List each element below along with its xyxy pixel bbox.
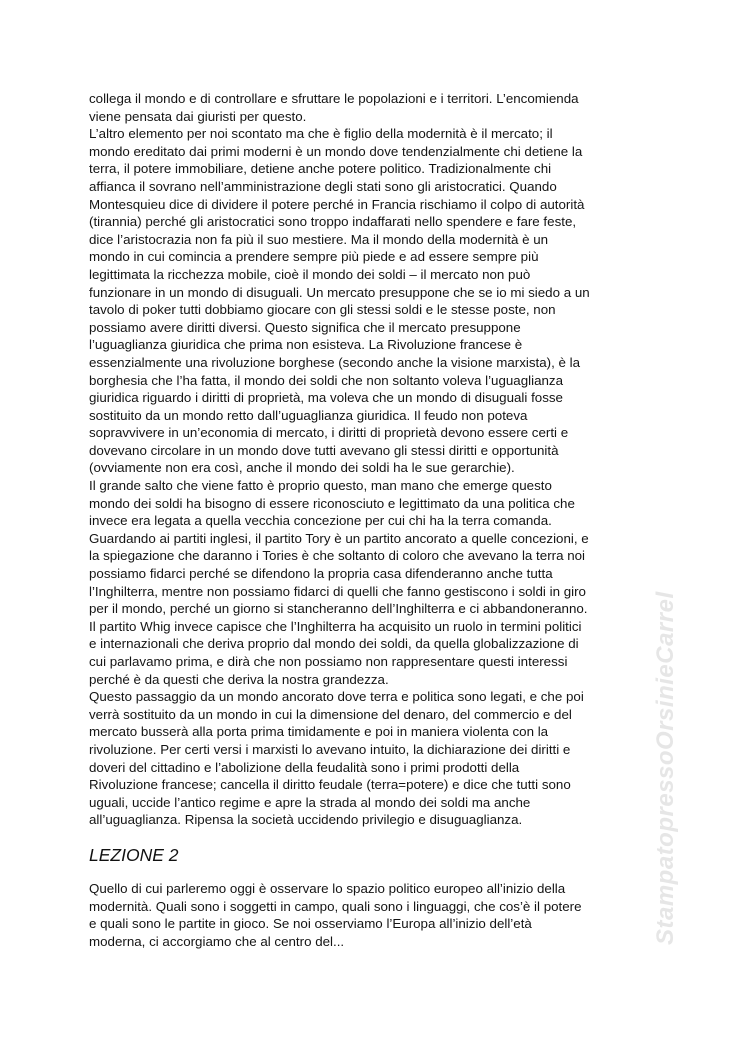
text-line: borghesia che l’ha fatta, il mondo dei soldi che non soltanto voleva l’uguaglianza xyxy=(89,372,564,388)
text-line: cui parlavamo prima, e dirà che non possiamo non rappresentare questi interessi xyxy=(89,654,568,669)
text-line: Quello di cui parleremo oggi è osservare lo spazio politico europeo all’inizio della xyxy=(89,881,566,896)
text-line: terra, il potere immobiliare, detiene anche potere politico. Tradizionalmente chi xyxy=(89,161,552,177)
text-line: legittimata la ricchezza mobile, cioè il mondo dei soldi – il mercato non può xyxy=(89,266,531,282)
text-line: essenzialmente una rivoluzione borghese (secondo anche la visione marxista), è la xyxy=(89,354,581,370)
text-line: invece era legata a quella vecchia concezione per cui chi ha la terra comanda. xyxy=(89,513,552,529)
text-line: affianca il sovrano nell’amministrazione degli stati sono gli aristocratici. Quando xyxy=(89,178,557,194)
text-line: mercato busserà alla porta prima timidamente e poi in maniera violenta con la xyxy=(89,724,549,740)
text-line: l’uguaglianza giuridica che prima non esisteva. La Rivoluzione francese è xyxy=(89,337,523,353)
text-line: uguali, uccide l’antico regime e apre la strada al mondo dei soldi ma anche xyxy=(89,794,531,810)
section-2-text xyxy=(89,880,661,950)
text-line: l’Inghilterra, mentre non possiamo fidarci di quelli che fanno gestiscono i soldi in giro xyxy=(89,583,586,599)
text-line: all’uguaglianza. Ripensa la società uccidendo privilegio e disuguaglianza. xyxy=(89,812,523,828)
print-watermark: StampatopressoOrsinieCarrel xyxy=(652,591,679,945)
text-line: mondo in cui comincia a prendere sempre più piede e ad essere sempre più xyxy=(89,249,539,265)
text-line: modernità. Quali sono i soggetti in campo, quali sono i linguaggi, che cos’è il potere xyxy=(89,898,582,914)
text-line: doveri del cittadino e l’abolizione della feudalità sono i primi prodotti della xyxy=(89,759,520,775)
text-line: L’altro elemento per noi scontato ma che è figlio della modernità è il mercato; il xyxy=(89,126,553,142)
text-line: mondo dei soldi ha bisogno di essere riconosciuto e legittimato da una politica che xyxy=(89,495,575,511)
text-line: per il mondo, perché un giorno si stancheranno dell’Inghilterra e ci abbandoneranno. xyxy=(89,601,588,617)
text-line: giuridica riguardo i diritti di proprietà, ma voleva che un mondo di disuguali fosse xyxy=(89,390,563,406)
text-line: Questo passaggio da un mondo ancorato dove terra e politica sono legati, e che poi xyxy=(89,689,584,705)
text-line: Il partito Whig invece capisce che l’Inghilterra ha acquisito un ruolo in termini politici xyxy=(89,618,582,634)
text-line: sostituito da un mondo retto dall’uguaglianza giuridica. Il feudo non poteva xyxy=(89,407,528,423)
text-line: verrà sostituito da un mondo in cui la dimensione del denaro, del commercio e del xyxy=(89,706,572,722)
text-line: e quali sono le partite in gioco. Se noi osserviamo l’Europa all’inizio dell’età xyxy=(89,916,532,932)
text-line: Montesquieu dice di dividere il potere perché in Francia rischiamo il colpo di autorità xyxy=(89,196,585,212)
text-line: tavolo di poker tutti dobbiamo giocare con gli stessi soldi e le stesse poste, non xyxy=(89,302,556,318)
text-line: viene pensata dai giuristi per questo. xyxy=(89,108,307,124)
text-line: la spiegazione che daranno i Tories è che soltanto di coloro che avevano la terra noi xyxy=(89,548,586,564)
text-line: mondo ereditato dai primi moderni è un mondo dove tendenzialmente chi detiene la xyxy=(89,143,583,159)
text-line: possiamo avere diritti diversi. Questo significa che il mercato presuppone xyxy=(89,319,521,335)
text-line: Rivoluzione francese; cancella il diritto feudale (terra=potere) e dice che tutti sono xyxy=(89,777,571,793)
text-line: dovevano circolare in un mondo dove tutti avevano gli stessi diritti e opportunità xyxy=(89,442,559,458)
text-line: collega il mondo e di controllare e sfruttare le popolazioni e i territori. L’encomienda xyxy=(89,91,579,106)
text-line: Il grande salto che viene fatto è proprio questo, man mano che emerge questo xyxy=(89,478,552,494)
text-line: dice l’aristocrazia non fa più il suo mestiere. Ma il mondo della modernità è un xyxy=(89,231,549,247)
text-line: (ovviamente non era così, anche il mondo dei soldi ha le sue gerarchie). xyxy=(89,460,515,476)
text-line: Guardando ai partiti inglesi, il partito Tory è un partito ancorato a quelle concezioni, e xyxy=(89,530,589,546)
text-line: perché è da questi che deriva la nostra grandezza. xyxy=(89,671,389,687)
body-text xyxy=(89,90,661,829)
text-line: funzionare in un mondo di disuguali. Un mercato presuppone che se io mi siedo a un xyxy=(89,284,590,300)
text-line: rivoluzione. Per certi versi i marxisti lo avevano intuito, la dichiarazione dei diritti e xyxy=(89,741,571,757)
text-line: moderna, ci accorgiamo che al centro del... xyxy=(89,933,345,949)
text-line: sopravvivere in un’economia di mercato, i diritti di proprietà devono essere certi e xyxy=(89,425,569,441)
text-line: possiamo fidarci perché se difendono la propria casa difenderanno anche tutta xyxy=(89,566,553,582)
text-line: e internazionali che deriva proprio dal mondo dei soldi, da quella globalizzazione di xyxy=(89,636,579,652)
section-heading: LEZIONE 2 xyxy=(89,845,179,865)
text-line: (tirannia) perché gli aristocratici sono troppo indaffarati nello spendere e fare feste, xyxy=(89,214,577,230)
